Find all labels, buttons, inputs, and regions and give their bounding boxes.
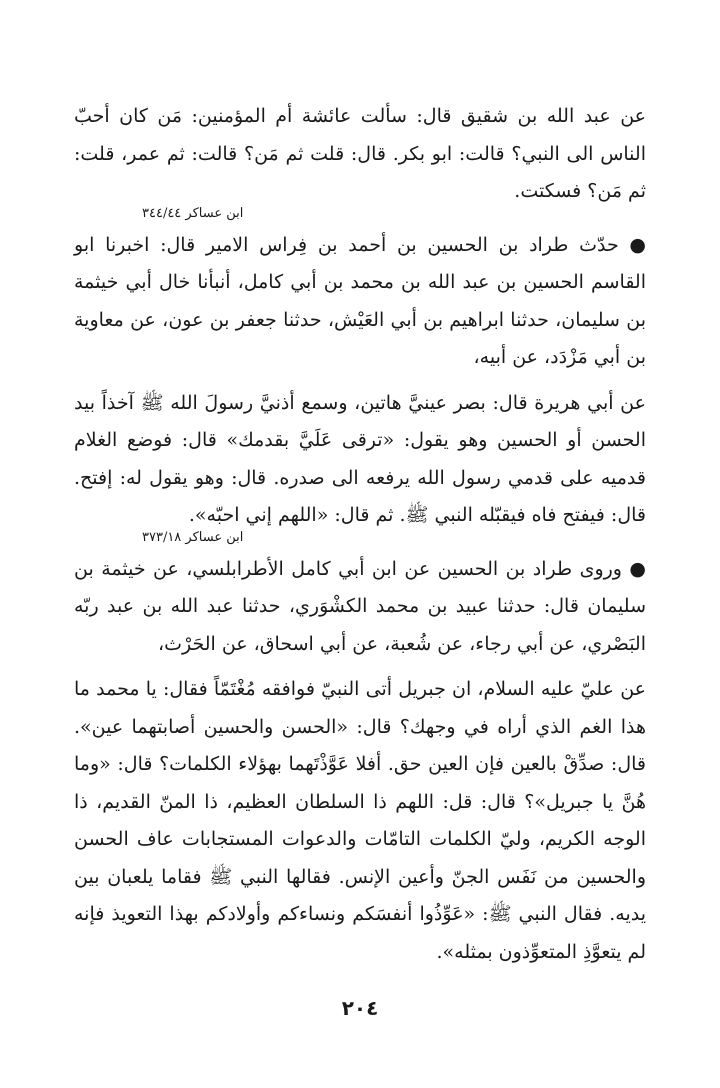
paragraph-isnad-tarrad: ● حدّث طراد بن الحسين بن أحمد بن فِراس الامير قال: اخبرنا ابو القاسم الحسين بن عبد الله بن محمد بن أبي كامل، أنبأنا خال أبي خيثمة بن سليمان، حدثنا ابراهيم بن أبي العَيْش، حدثنا جعفر بن عون، عن معاوية بن أبي مَزْدَد، عن أبيه، [74, 233, 646, 368]
hadith-block-2 [74, 385, 646, 547]
isnad-block-1 [74, 227, 646, 377]
hadith-block-1 [74, 98, 646, 223]
hadith-block-3 [74, 671, 646, 971]
source-citation: ابن عساكر ٣٧٣/١٨ [142, 529, 244, 545]
paragraph-aisha: عن عبد الله بن شقيق قال: سألت عائشة أم المؤمنين: مَن كان أحبّ الناس الى النبي؟ قالت: ابو بكر. قال: قلت ثم مَن؟ قالت: ثم عمر، قلت: ثم مَن؟ فسكتت. [74, 105, 646, 202]
isnad-block-2 [74, 551, 646, 664]
paragraph-jibril: عن عليّ عليه السلام، ان جبريل أتى النبيّ فوافقه مُغْتَمّاً فقال: يا محمد ما هذا الغم الذي أراه في وجهك؟ قال: «الحسن والحسين أصابتهما عين». قال: صدِّقْ بالعين فإن العين حق. أفلا عَوَّذْتَهما بهؤلاء الكلمات؟ قال: «وما هُنَّ يا جبريل»؟ قال: قل: اللهم ذا السلطان العظيم، ذا المنّ القديم، ذا الوجه الكريم، وليّ الكلمات التامّات والدعوات المستجابات عاف الحسن والحسين من نَفَس الجنّ وأعين الإنس. فقالها النبي ﷺ فقاما يلعبان بين يديه. فقال النبي ﷺ: «عَوِّذُوا أنفسَكم ونساءكم وأولادكم بهذا التعويذ فإنه لم يتعوَّذِ المتعوِّذون بمثله». [74, 678, 646, 963]
paragraph-abu-hurayra: عن أبي هريرة قال: بصر عينيَّ هاتين، وسمع أذنيَّ رسولَ الله ﷺ آخذاً بيد الحسن أو الحسين وهو يقول: «ترقى عَلَيَّ بقدمك» قال: فوضع الغلام قدميه على قدمي رسول الله يرفعه الى صدره. قال: وهو يقول له: إفتح. قال: فيفتح فاه فيقبّله النبي ﷺ. ثم قال: «اللهم إني احبّه». [74, 391, 646, 526]
page-number: ٢٠٤ [341, 996, 379, 1020]
source-citation: ابن عساكر ٣٤٤/٤٤ [142, 205, 244, 221]
paragraph-isnad-khaythama: ● وروى طراد بن الحسين عن ابن أبي كامل الأطرابلسي، عن خيثمة بن سليمان قال: حدثنا عبيد بن محمد الكشْوَري، حدثنا عبد الله بن عبد ربّه البَصْري، عن أبي رجاء، عن شُعبة، عن أبي اسحاق، عن الحَرْث، [74, 557, 646, 655]
